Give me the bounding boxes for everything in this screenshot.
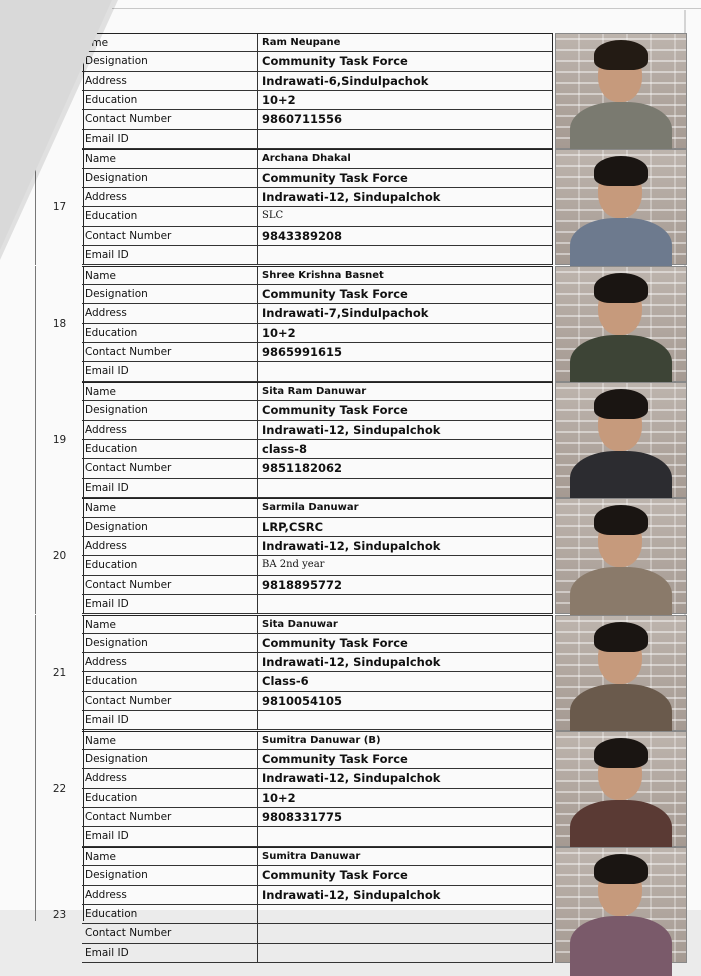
field-label: Contact Number [82, 924, 258, 942]
field-row-contact [82, 692, 552, 711]
field-label: Email ID [82, 130, 258, 148]
table-border [552, 615, 553, 731]
field-label: ame [82, 34, 258, 51]
field-row-email [82, 362, 552, 381]
entry-number: 18 [35, 266, 84, 382]
person-photo [555, 382, 687, 498]
field-value-education: class-8 [262, 441, 307, 456]
entry-number: 19 [35, 382, 84, 498]
field-value-designation: Community Task Force [262, 286, 408, 301]
page-top-edge [112, 8, 701, 9]
field-row-name [82, 382, 552, 401]
field-row-address [82, 653, 552, 672]
field-label: Contact Number [82, 110, 258, 128]
field-label: Email ID [82, 944, 258, 962]
field-value-address: Indrawati-12, Sindupalchok [262, 189, 441, 204]
field-value-name: Sita Ram Danuwar [262, 385, 367, 397]
field-label: Designation [82, 285, 258, 303]
staff-entry [35, 266, 695, 382]
field-value-email [258, 944, 552, 962]
field-value-contact: 9860711556 [262, 112, 343, 127]
field-row-address [82, 304, 552, 323]
field-value-designation: Community Task Force [262, 752, 408, 767]
field-value-education: BA 2nd year [262, 559, 325, 571]
field-row-designation [82, 518, 552, 537]
field-label: Education [82, 556, 258, 574]
field-row-email [82, 479, 552, 498]
person-photo [555, 731, 687, 847]
field-value-education: Class-6 [262, 674, 309, 689]
field-label: Contact Number [82, 459, 258, 477]
field-value-address: Indrawati-12, Sindupalchok [262, 771, 441, 786]
field-label: Education [82, 440, 258, 458]
field-row-name [82, 149, 552, 168]
field-value-designation: Community Task Force [262, 868, 408, 883]
entry-number: 23 [35, 847, 84, 921]
table-border [552, 33, 553, 149]
field-value-education: 10+2 [262, 325, 296, 340]
field-label: Address [82, 421, 258, 439]
field-label: Contact Number [82, 227, 258, 245]
field-label: Contact Number [82, 576, 258, 594]
field-label: Name [82, 848, 258, 865]
field-row-designation [82, 750, 552, 769]
field-label: Email ID [82, 479, 258, 497]
field-value-contact: 9810054105 [262, 693, 343, 708]
field-label: Name [82, 150, 258, 167]
field-label: Name [82, 267, 258, 284]
table-border [552, 266, 553, 382]
field-label: Education [82, 789, 258, 807]
field-row-address [82, 421, 552, 440]
field-row-contact [82, 459, 552, 478]
field-row-name [82, 498, 552, 517]
field-label: Designation [82, 518, 258, 536]
field-label: Address [82, 653, 258, 671]
field-row-address [82, 886, 552, 905]
field-label: Address [82, 769, 258, 787]
field-label: Email ID [82, 246, 258, 264]
field-label: Contact Number [82, 343, 258, 361]
field-value-education: 10+2 [262, 790, 296, 805]
field-value-email [258, 246, 552, 264]
field-row-education [82, 324, 552, 343]
person-hair [594, 738, 648, 768]
field-value-education: 10+2 [262, 92, 296, 107]
field-value-name: Sita Danuwar [262, 618, 338, 630]
field-value-designation: Community Task Force [262, 635, 408, 650]
person-photo [555, 847, 687, 963]
field-label: Name [82, 499, 258, 516]
person-photo [555, 498, 687, 614]
table-border [552, 847, 553, 963]
field-label: Email ID [82, 711, 258, 729]
field-value-name: Sumitra Danuwar (B) [262, 734, 381, 746]
field-row-address [82, 188, 552, 207]
field-row-designation [82, 169, 552, 188]
field-value-contact: 9843389208 [262, 228, 343, 243]
field-row-designation [82, 401, 552, 420]
person-hair [594, 854, 648, 884]
field-value-education: SLC [262, 210, 284, 222]
field-row-contact [82, 924, 552, 943]
field-value-designation: Community Task Force [262, 54, 408, 69]
field-value-name: Archana Dhakal [262, 153, 351, 165]
staff-entry [35, 847, 695, 963]
staff-entry [35, 33, 695, 149]
staff-entry [35, 382, 695, 498]
field-value-name: Shree Krishna Basnet [262, 269, 384, 281]
field-label: Education [82, 91, 258, 109]
table-border [552, 731, 553, 847]
field-row-email [82, 246, 552, 265]
field-value-contact: 9808331775 [262, 810, 343, 825]
person-hair [594, 505, 648, 535]
field-label: Contact Number [82, 692, 258, 710]
field-row-name [82, 615, 552, 634]
field-label: Designation [82, 634, 258, 652]
field-label: Education [82, 672, 258, 690]
staff-entry [35, 498, 695, 614]
field-value-email [258, 827, 552, 845]
field-value-name: Sumitra Danuwar [262, 851, 361, 863]
field-row-name [82, 731, 552, 750]
field-row-name [82, 847, 552, 866]
field-label: Address [82, 188, 258, 206]
field-row-education [82, 905, 552, 924]
field-row-address [82, 769, 552, 788]
field-value-address: Indrawati-12, Sindupalchok [262, 655, 441, 670]
field-row-contact [82, 343, 552, 362]
table-border [552, 149, 553, 265]
person-hair [594, 273, 648, 303]
field-row-address [82, 537, 552, 556]
field-value-name: Ram Neupane [262, 37, 341, 48]
person-photo [555, 266, 687, 382]
entry-number: 22 [35, 731, 84, 847]
field-label: Designation [82, 750, 258, 768]
field-row-name [82, 266, 552, 285]
field-value-contact: 9851182062 [262, 461, 343, 476]
table-border [552, 382, 553, 498]
field-value-address: Indrawati-12, Sindupalchok [262, 422, 441, 437]
staff-entry [35, 615, 695, 731]
field-row-contact [82, 110, 552, 129]
staff-entry [35, 149, 695, 265]
field-label: Designation [82, 866, 258, 884]
field-value-education [258, 905, 552, 923]
staff-entry [35, 731, 695, 847]
field-row-designation [82, 285, 552, 304]
person-photo [555, 615, 687, 731]
person-hair [594, 389, 648, 419]
field-row-address [82, 72, 552, 91]
field-value-email [258, 479, 552, 497]
field-row-contact [82, 808, 552, 827]
field-label: Email ID [82, 827, 258, 845]
field-value-email [258, 130, 552, 148]
folded-corner [0, 0, 112, 250]
field-row-email [82, 130, 552, 149]
field-row-email [82, 827, 552, 846]
person-hair [594, 40, 648, 70]
field-row-education [82, 440, 552, 459]
field-label: Address [82, 72, 258, 90]
field-label: Email ID [82, 595, 258, 613]
field-label: Name [82, 732, 258, 749]
field-value-contact: 9865991615 [262, 344, 343, 359]
field-row-education [82, 556, 552, 575]
person-clothing [570, 916, 672, 976]
field-label: Designation [82, 401, 258, 419]
field-row-email [82, 711, 552, 730]
field-label: Education [82, 324, 258, 342]
field-value-address: Indrawati-6,Sindulpachok [262, 73, 429, 88]
field-row-education [82, 789, 552, 808]
field-label: Education [82, 905, 258, 923]
field-value-email [258, 595, 552, 613]
entry-number: 21 [35, 615, 84, 731]
person-hair [594, 622, 648, 652]
person-hair [594, 156, 648, 186]
field-label: Name [82, 383, 258, 400]
field-label: Address [82, 537, 258, 555]
field-row-contact [82, 576, 552, 595]
field-label: Designation [82, 52, 258, 70]
field-row-email [82, 595, 552, 614]
field-row-name [82, 33, 552, 52]
entry-number: 17 [35, 149, 84, 265]
field-label: Email ID [82, 362, 258, 380]
field-value-designation: LRP,CSRC [262, 519, 324, 534]
field-label: Name [82, 616, 258, 633]
field-row-education [82, 91, 552, 110]
field-value-address: Indrawati-7,Sindulpachok [262, 306, 429, 321]
table-border [552, 498, 553, 614]
person-photo [555, 149, 687, 265]
field-value-address: Indrawati-12, Sindupalchok [262, 538, 441, 553]
field-value-contact: 9818895772 [262, 577, 343, 592]
field-row-email [82, 944, 552, 963]
field-value-name: Sarmila Danuwar [262, 502, 359, 514]
entry-number: 20 [35, 498, 84, 614]
field-label: Contact Number [82, 808, 258, 826]
field-label: Designation [82, 169, 258, 187]
field-value-designation: Community Task Force [262, 170, 408, 185]
field-row-contact [82, 227, 552, 246]
field-row-designation [82, 866, 552, 885]
field-label: Education [82, 207, 258, 225]
field-value-designation: Community Task Force [262, 403, 408, 418]
field-row-education [82, 207, 552, 226]
field-label: Address [82, 886, 258, 904]
field-value-email [258, 711, 552, 729]
person-photo [555, 33, 687, 149]
field-row-designation [82, 52, 552, 71]
field-row-designation [82, 634, 552, 653]
field-value-contact [258, 924, 552, 942]
field-row-education [82, 672, 552, 691]
field-value-email [258, 362, 552, 380]
field-value-address: Indrawati-12, Sindupalchok [262, 887, 441, 902]
field-label: Address [82, 304, 258, 322]
